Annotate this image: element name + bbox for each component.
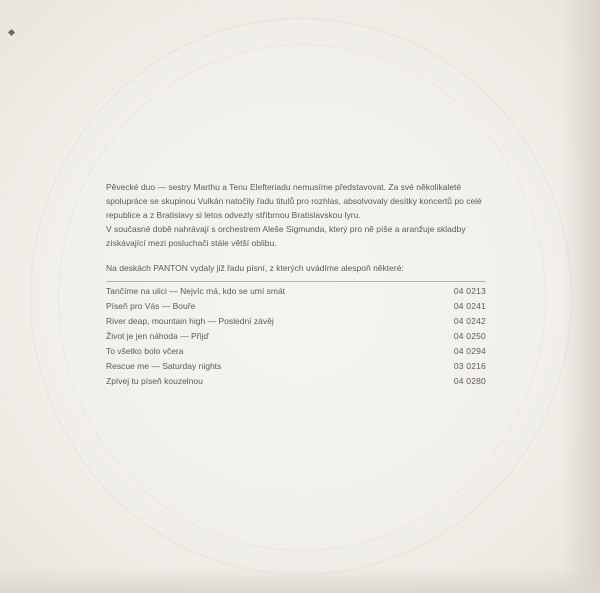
track-title: River deap, mountain high — Poslední závěj (106, 316, 274, 326)
track-title: Život je jen náhoda — Přijď (106, 331, 209, 341)
liner-paragraph-biography: Pěvecké duo — sestry Marthu a Tenu Elefteriadu nemusíme představovat. Za své několikaleté spolupráce se skupinou Vulkán natočily řadu titulů pro rozhlas, absolvovaly desítky koncertů po celé republice a z Bratislavy si letos odvezly stříbrnou Bratislavskou lyru. (106, 182, 482, 220)
track-title: To všetko bolo včera (106, 346, 184, 356)
list-item (106, 284, 486, 299)
discography-divider (106, 281, 486, 282)
track-title: Zpívej tu píseň kouzelnou (106, 376, 203, 386)
corner-diamond-mark-icon (8, 29, 15, 36)
track-catalog-number: 04 0213 (453, 286, 486, 296)
list-item (106, 314, 486, 329)
discography-intro: Na deskách PANTON vydaly již řadu písní, z kterých uvádíme alespoň některé: (106, 263, 404, 273)
list-item (106, 329, 486, 344)
track-catalog-number: 04 0242 (453, 316, 486, 326)
sleeve-bottom-edge-shadow (0, 567, 600, 593)
track-catalog-number: 04 0241 (453, 301, 486, 311)
liner-notes (106, 180, 491, 389)
track-title: Tančíme na ulici — Nejvíc má, kdo se umí smát (106, 286, 286, 296)
track-catalog-number: 03 0216 (453, 361, 486, 371)
list-item (106, 374, 486, 389)
list-item (106, 359, 486, 374)
discography-list (106, 284, 486, 389)
track-catalog-number: 04 0250 (453, 331, 486, 341)
track-catalog-number: 04 0294 (453, 346, 486, 356)
liner-paragraph-current-work: V současné době nahrávají s orchestrem Aleše Sigmunda, který pro ně píše a aranžuje skladby získávající mezi posluchači stále větší oblibu. (106, 224, 466, 248)
sleeve-right-edge-shadow (562, 0, 600, 593)
track-title: Píseň pro Vás — Bouře (106, 301, 196, 311)
track-catalog-number: 04 0280 (453, 376, 486, 386)
list-item (106, 344, 486, 359)
list-item (106, 299, 486, 314)
track-title: Rescue me — Saturday nights (106, 361, 222, 371)
